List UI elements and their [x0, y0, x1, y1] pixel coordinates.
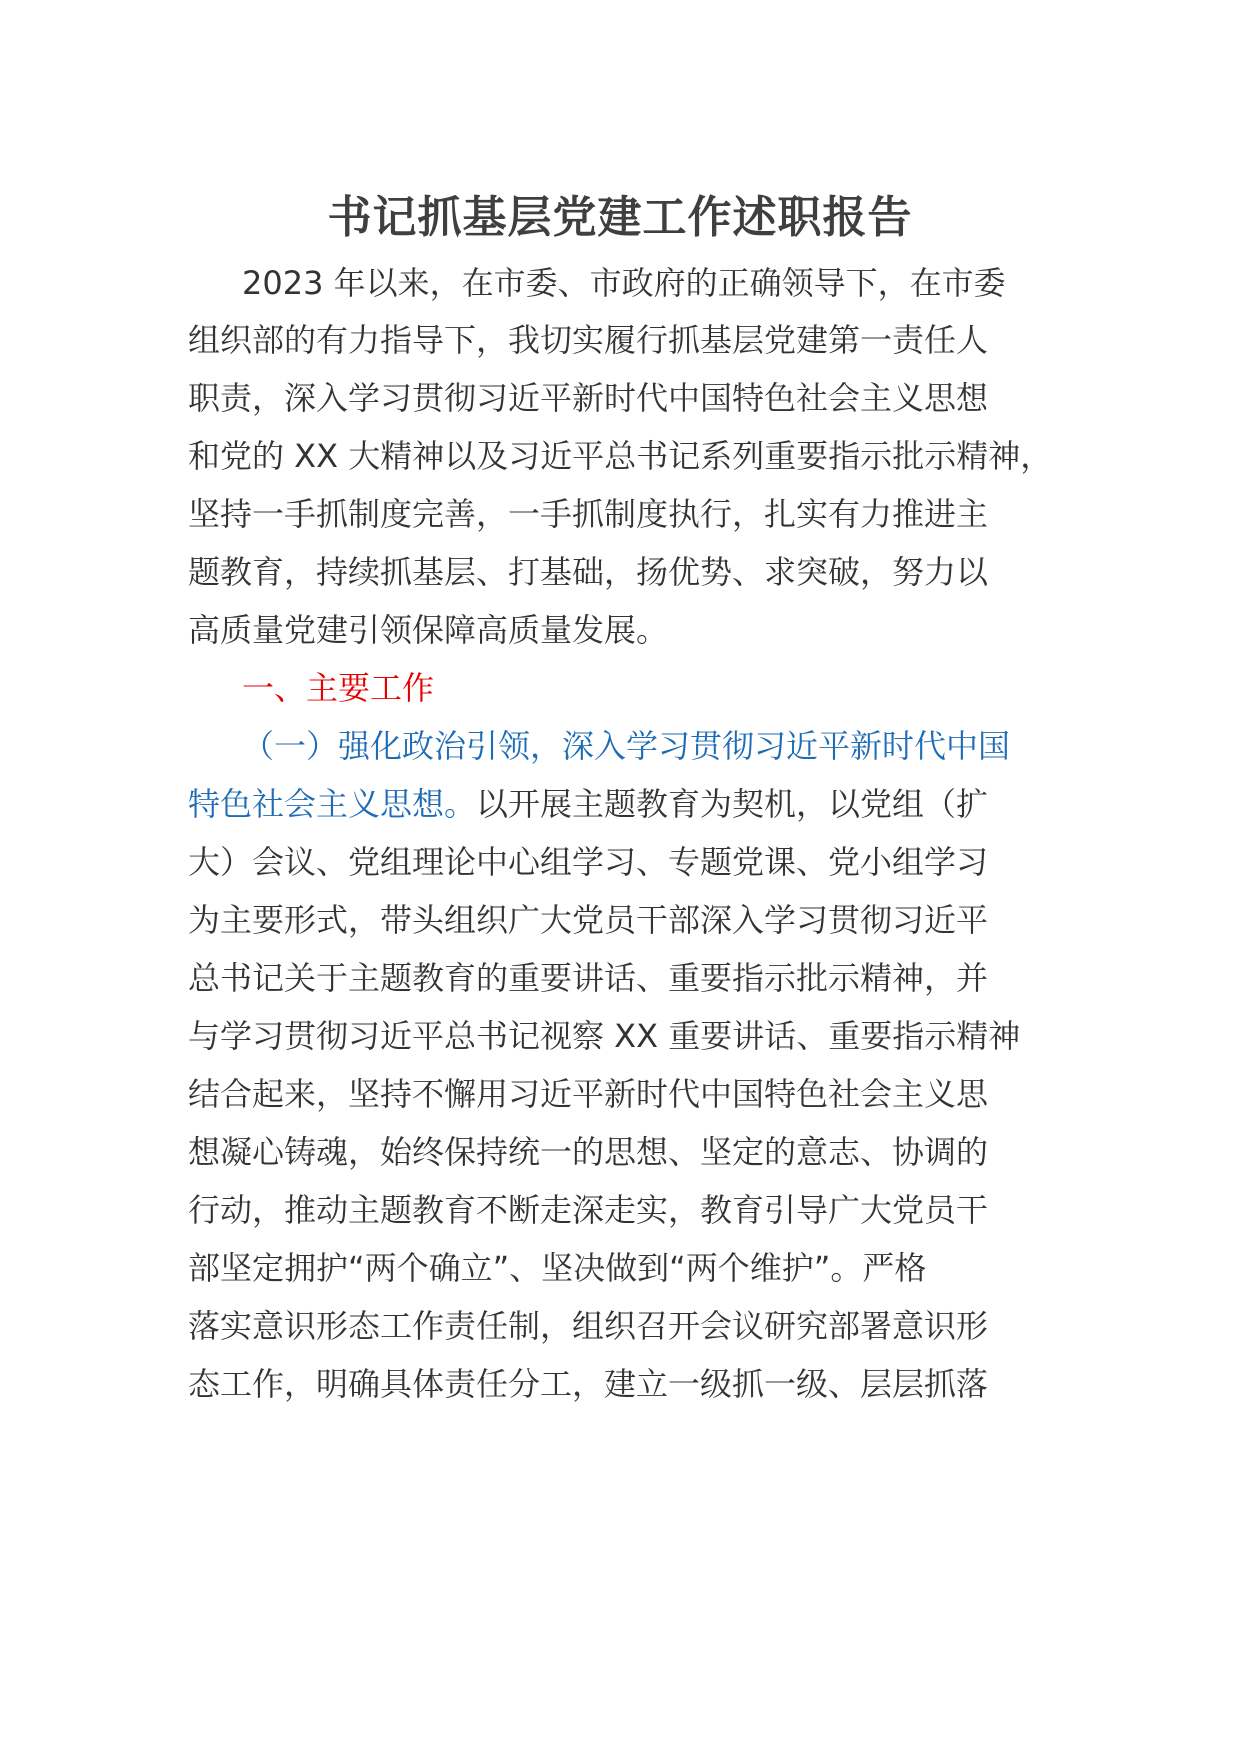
paragraph-line: 行动，推动主题教育不断走深走实，教育引导广大党员干	[188, 1191, 989, 1229]
paragraph-line: 为主要形式，带头组织广大党员干部深入学习贯彻习近平	[188, 901, 989, 939]
paragraph-line: 落实意识形态工作责任制，组织召开会议研究部署意识形	[188, 1307, 989, 1345]
paragraph-line: 2023 年以来，在市委、市政府的正确领导下，在市委	[242, 264, 1006, 302]
paragraph-line: 态工作，明确具体责任分工，建立一级抓一级、层层抓落	[188, 1365, 989, 1403]
paragraph-line: 组织部的有力指导下，我切实履行抓基层党建第一责任人	[188, 321, 989, 359]
subsection-heading-end: 特色社会主义思想。	[188, 785, 477, 823]
paragraph-line: 总书记关于主题教育的重要讲话、重要指示批示精神，并	[188, 959, 989, 997]
paragraph-text: 以开展主题教育为契机，以党组（扩	[476, 785, 989, 823]
paragraph-line: 职责，深入学习贯彻习近平新时代中国特色社会主义思想	[188, 379, 989, 417]
document-title: 书记抓基层党建工作述职报告	[327, 192, 913, 243]
paragraph-line: 大）会议、党组理论中心组学习、专题党课、党小组学习	[188, 843, 989, 881]
paragraph-line	[188, 782, 988, 826]
paragraph-line: 题教育，持续抓基层、打基础，扬优势、求突破，努力以	[188, 553, 989, 591]
paragraph-line: 部坚定拥护“两个确立”、坚决做到“两个维护”。严格	[188, 1249, 927, 1287]
paragraph-line: 高质量党建引领保障高质量发展。	[188, 611, 669, 649]
paragraph-line: 坚持一手抓制度完善，一手抓制度执行，扎实有力推进主	[188, 495, 989, 533]
paragraph-line: 结合起来，坚持不懈用习近平新时代中国特色社会主义思	[188, 1075, 989, 1113]
paragraph-line: 和党的 XX 大精神以及习近平总书记系列重要指示批示精神，	[188, 437, 1053, 475]
subsection-heading: （一）强化政治引领，深入学习贯彻习近平新时代中国	[242, 727, 1011, 765]
paragraph-line: 想凝心铸魂，始终保持统一的思想、坚定的意志、协调的	[188, 1133, 989, 1171]
paragraph-line: 与学习贯彻习近平总书记视察 XX 重要讲话、重要指示精神	[188, 1017, 1021, 1055]
section-heading: 一、主要工作	[242, 669, 435, 707]
